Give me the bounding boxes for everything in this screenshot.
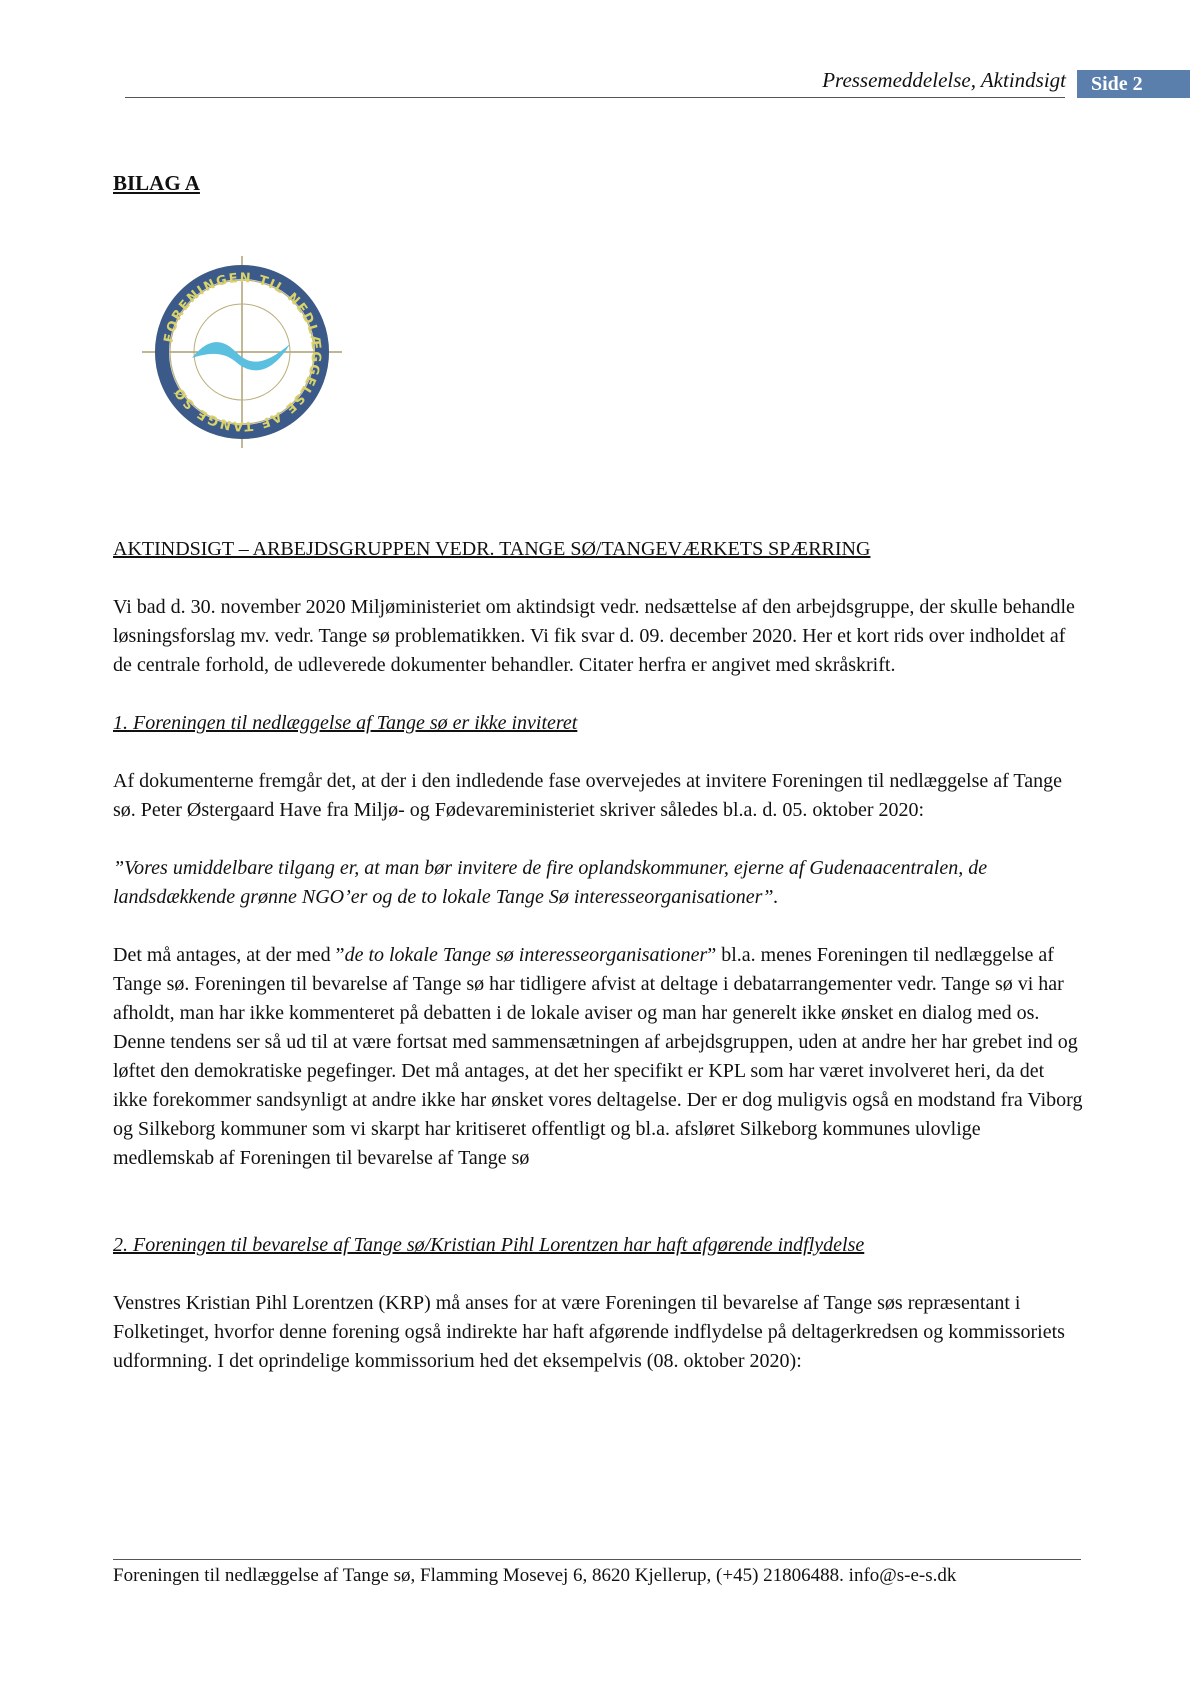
appendix-label: BILAG A: [113, 171, 200, 195]
section-1-paragraph-1: Af dokumenterne fremgår det, at der i den indledende fase overvejedes at invitere Foreningen til nedlæggelse af Tange sø. Peter Østergaard Have fra Miljø- og Fødevareministeriet skriver således bl.a. d. 05. oktober 2020:: [113, 770, 1062, 821]
logo-ring-text: FORENINGEN TIL NEDLÆGGELSE AF TANGE SØ: [161, 270, 324, 434]
para2-rest: ” bl.a. menes Foreningen til nedlæggelse af Tange sø. Foreningen til bevarelse af Tange sø har tidligere afvist at deltage i debatarrangementer vedr. Tange sø vi har afholdt, man har ikke kommenteret på debatten i de lokale aviser og man har generelt ikke ønsket en dialog med os. Denne tendens ser så ud til at være fortsat med sammensætningen af arbejdsgruppen, uden at andre her har grebet ind og løftet den demokratiske pegefinger. Det må antages, at det her specifikt er KPL som har været involveret heri, da det ikke forekommer sandsynligt at andre ikke har ønsket vores deltagelse. Der er dog muligvis også en modstand fra Viborg og Silkeborg kommuner som vi skarpt har kritiseret offentligt og bl.a. afsløret Silkeborg kommunes ulovlige medlemskab af Foreningen til bevarelse af Tange sø: [113, 944, 1083, 1169]
section-2-paragraph-1: Venstres Kristian Pihl Lorentzen (KRP) må anses for at være Foreningen til bevarelse af Tange søs repræsentant i Folketinget, hvorfor denne forening også indirekte har haft afgørende indflydelse på deltagerkredsen og kommissoriets udformning. I det oprindelige kommissorium hed det eksempelvis (08. oktober 2020):: [113, 1292, 1065, 1372]
section-1-paragraph-2: [113, 941, 1083, 1173]
para2-italic: de to lokale Tange sø interesseorganisationer: [344, 944, 708, 966]
section-1-heading: 1. Foreningen til nedlæggelse af Tange sø er ikke inviteret: [113, 712, 578, 734]
main-content: [113, 535, 1083, 1376]
footer-contact: Foreningen til nedlæggelse af Tange sø, Flamming Mosevej 6, 8620 Kjellerup, (+45) 21806488. info@s-e-s.dk: [113, 1565, 957, 1586]
section-1-quote: ”Vores umiddelbare tilgang er, at man bør invitere de fire oplandskommuner, ejerne af Gudenaacentralen, de landsdækkende grønne NGO’er og de to lokale Tange Sø interesseorganisationer”.: [113, 857, 988, 908]
logo-graphic: [140, 256, 345, 448]
intro-paragraph: Vi bad d. 30. november 2020 Miljøministeriet om aktindsigt vedr. nedsættelse af den arbejdsgruppe, der skulle behandle løsningsforslag mv. vedr. Tange sø problematikken. Vi fik svar d. 09. december 2020. Her et kort rids over indholdet af de centrale forhold, de udleverede dokumenter behandler. Citater herfra er angivet med skråskrift.: [113, 596, 1075, 676]
header-rule: [125, 97, 1065, 98]
para2-prefix: Det må antages, at der med ”: [113, 944, 345, 966]
organization-logo: [140, 256, 345, 448]
document-title: AKTINDSIGT – ARBEJDSGRUPPEN VEDR. TANGE SØ/TANGEVÆRKETS SPÆRRING: [113, 538, 871, 560]
footer-rule: [113, 1559, 1081, 1560]
header-title: Pressemeddelelse, Aktindsigt: [822, 68, 1066, 92]
page-number-badge: Side 2: [1077, 70, 1190, 98]
section-2-heading: 2. Foreningen til bevarelse af Tange sø/Kristian Pihl Lorentzen har haft afgørende indflydelse: [113, 1234, 865, 1256]
